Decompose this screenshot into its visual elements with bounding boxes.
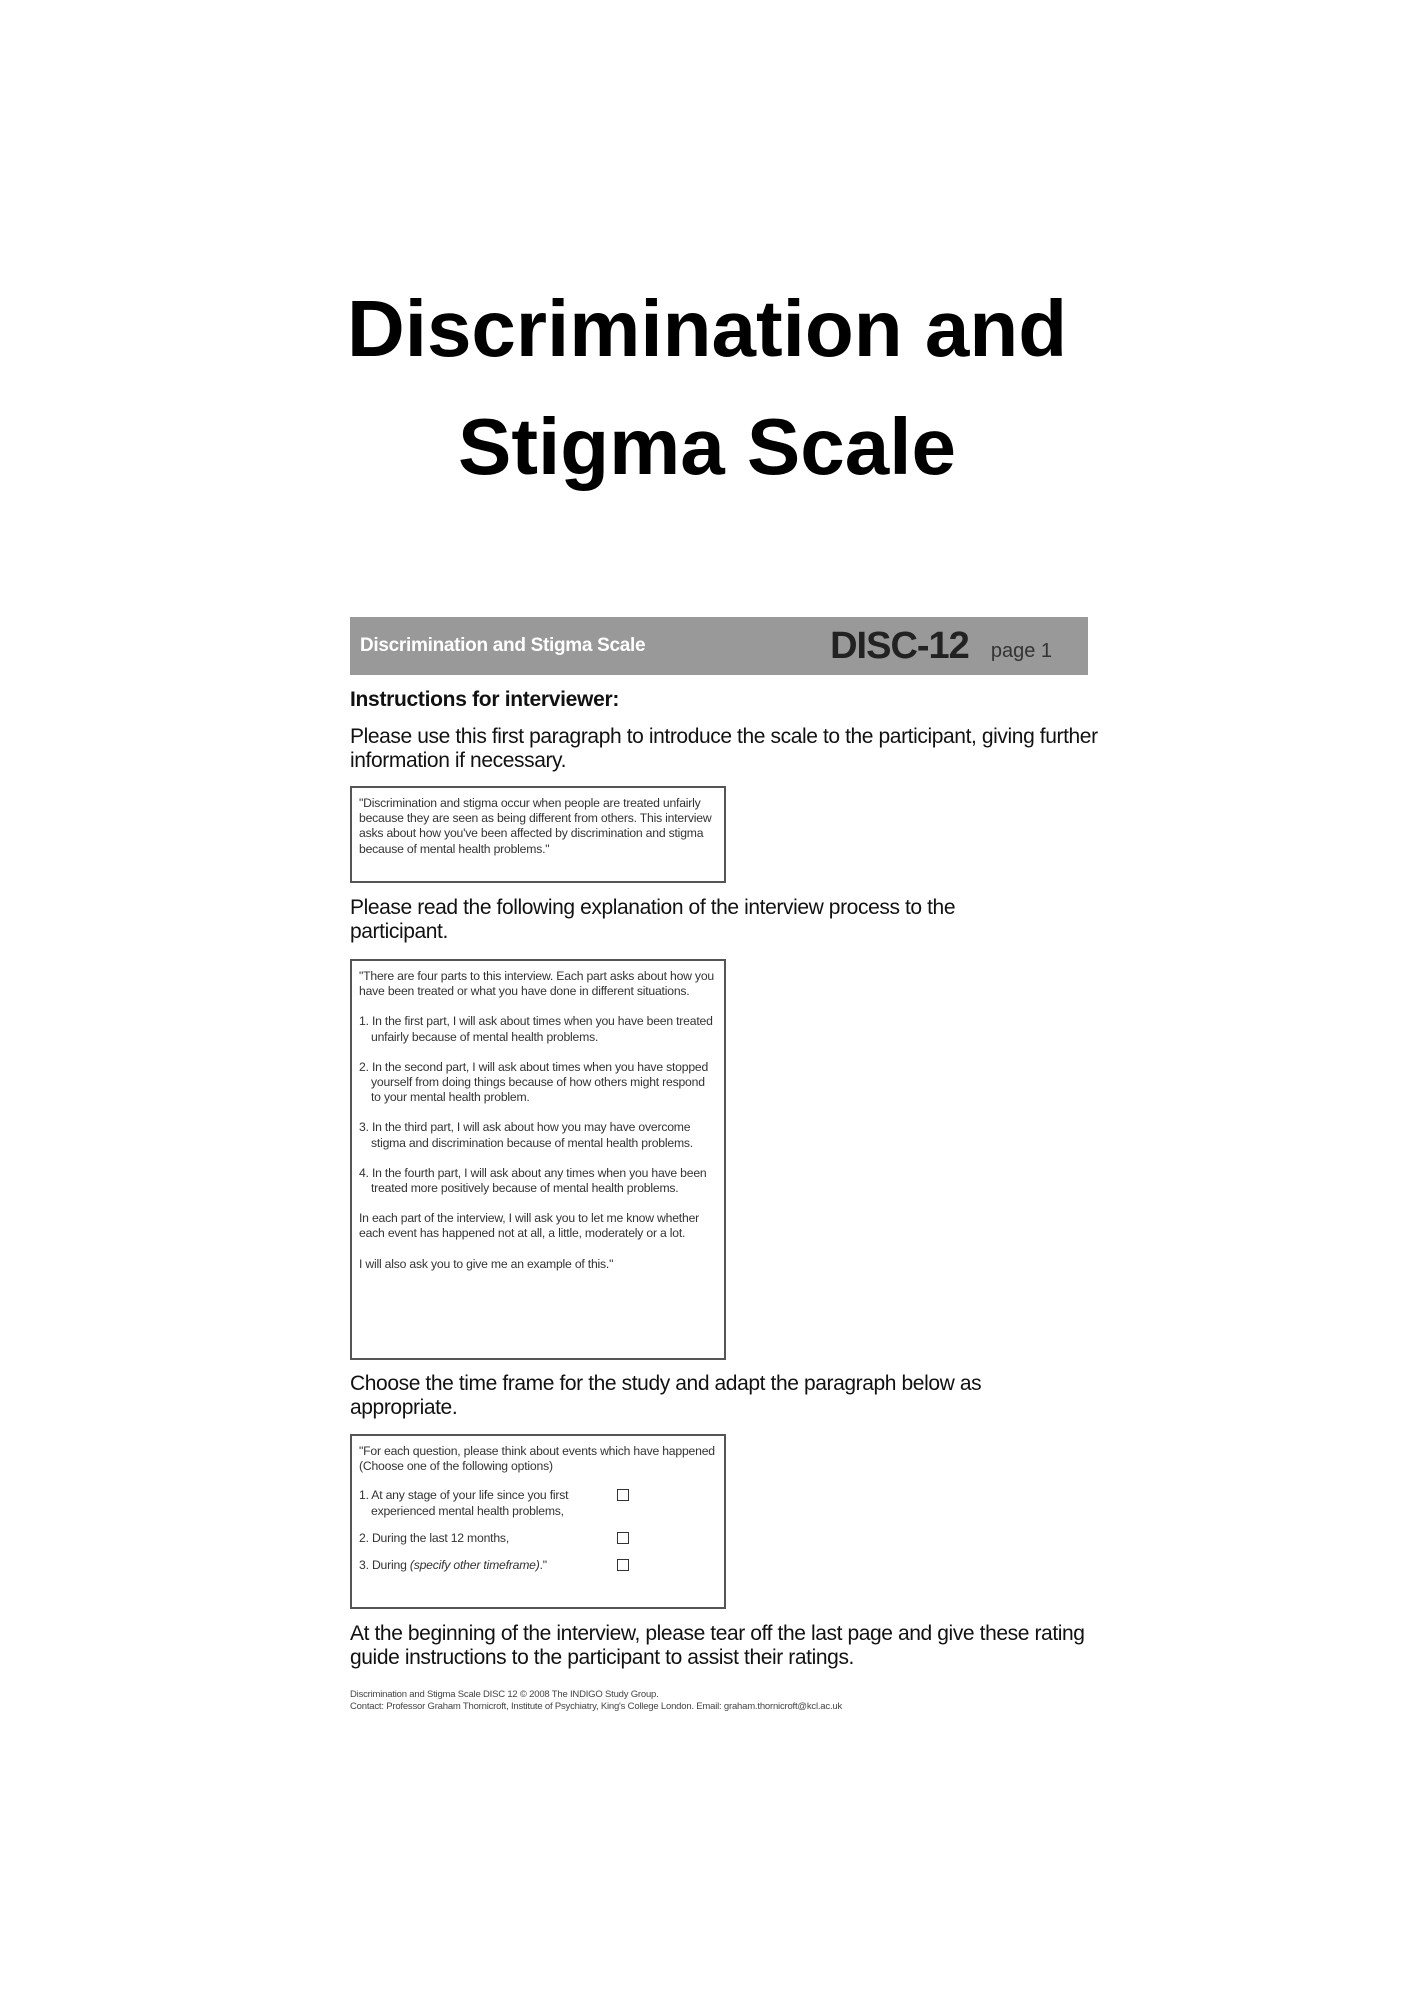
option-label-italic: (specify other timeframe): [409, 1558, 540, 1573]
process-item-4: 4. In the fourth part, I will ask about any times when you have been treated more positively because of mental health problems.: [359, 1165, 707, 1196]
process-outro-1: In each part of the interview, I will ask you to let me know whether each event has happened not at all, a little, moderately or a lot.: [359, 1211, 700, 1241]
contact-line: Contact: Professor Graham Thornicroft, Institute of Psychiatry, King's College London. Email: graham.thornicroft@kcl.ac.uk: [350, 1701, 843, 1712]
process-outro-2: I will also ask you to give me an example of this.": [359, 1256, 614, 1271]
process-item-1: 1. In the first part, I will ask about times when you have been treated unfairly because of mental health problems.: [359, 1014, 713, 1044]
timeframe-intro-1: "For each question, please think about events which have happened: [359, 1444, 715, 1458]
timeframe-option-2: [359, 1531, 717, 1546]
form-header-bar: [350, 617, 1088, 675]
intro-box: [350, 786, 726, 883]
instruction-paragraph-3: Choose the time frame for the study and adapt the paragraph below as appropriate.: [350, 1372, 982, 1419]
option-checkbox-2[interactable]: [617, 1532, 629, 1544]
option-checkbox-3[interactable]: [617, 1559, 629, 1571]
process-item-2: 2. In the second part, I will ask about times when you have stopped yourself from doing things because of how others might respond to your mental health problem.: [359, 1059, 709, 1105]
option-label-prefix: 3. During: [359, 1558, 410, 1573]
title-line-2: Stigma Scale: [457, 402, 956, 491]
process-item-3: 3. In the third part, I will ask about how you may have overcome stigma and discrimination because of mental health problems.: [359, 1120, 693, 1150]
copyright-line: Discrimination and Stigma Scale DISC 12 © 2008 The INDIGO Study Group.: [350, 1689, 659, 1700]
form-code: DISC-12: [830, 624, 969, 667]
footer: [350, 1689, 842, 1713]
process-intro: "There are four parts to this interview. Each part asks about how you have been treated or what you have done in different situations.: [359, 969, 714, 999]
option-label: [359, 1558, 617, 1573]
instruction-paragraph-4: At the beginning of the interview, please tear off the last page and give these rating guide instructions to the participant to assist their ratings.: [350, 1622, 1085, 1669]
title-line-1: Discrimination and: [346, 284, 1068, 373]
timeframe-box: [350, 1434, 726, 1609]
instructions-heading: Instructions for interviewer:: [350, 688, 620, 711]
instruction-paragraph-2: Please read the following explanation of the interview process to the participant.: [350, 896, 956, 943]
timeframe-option-1: [359, 1488, 717, 1518]
option-label-suffix: .": [539, 1558, 547, 1573]
page-title: [0, 270, 1414, 506]
intro-text: "Discrimination and stigma occur when people are treated unfairly because they are seen as being different from others. This interview asks about how you've been affected by discrimination and stigma because of mental health problems.": [359, 796, 712, 856]
process-box: [350, 959, 726, 1360]
page-number: page 1: [990, 639, 1052, 662]
timeframe-intro-2: (Choose one of the following options): [359, 1459, 553, 1474]
instruction-paragraph-1: Please use this first paragraph to introduce the scale to the participant, giving further information if necessary.: [350, 725, 1098, 772]
option-label: 2. During the last 12 months,: [359, 1530, 510, 1545]
timeframe-option-3: [359, 1558, 717, 1573]
option-checkbox-1[interactable]: [617, 1489, 629, 1501]
form-header-title: Discrimination and Stigma Scale: [360, 635, 646, 656]
option-label: 1. At any stage of your life since you first experienced mental health problems,: [359, 1488, 569, 1518]
